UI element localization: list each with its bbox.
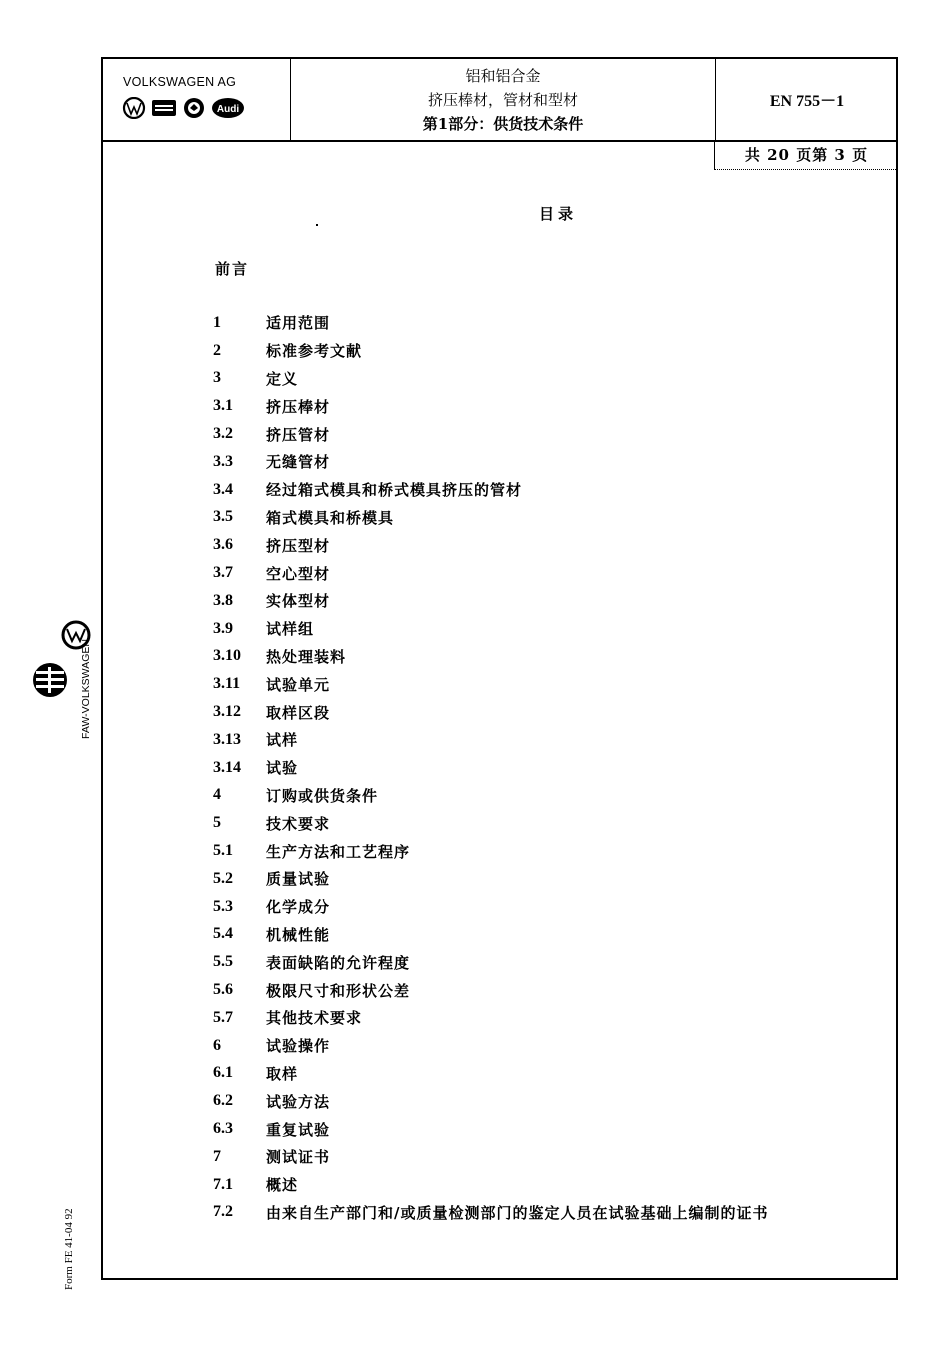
toc-entry xyxy=(213,1004,768,1032)
toc-entry-text: 定义 xyxy=(266,369,299,388)
toc-foreword: 前言 xyxy=(215,260,250,278)
toc-entry xyxy=(213,865,768,893)
toc-entry-number: 6 xyxy=(213,1036,221,1054)
toc-entry-number: 7 xyxy=(213,1147,221,1165)
toc-entry xyxy=(213,365,768,393)
seat-logo-icon xyxy=(151,97,177,119)
toc-entry-number: 4 xyxy=(213,786,221,804)
toc-entry-number: 3.8 xyxy=(213,591,233,609)
toc-entry-number: 1 xyxy=(213,313,221,331)
form-code: Form FE 41-04 92 xyxy=(63,1208,75,1290)
toc-entry xyxy=(213,448,768,476)
toc-entry-text: 试样 xyxy=(266,731,299,750)
toc-entry xyxy=(213,948,768,976)
dot-mark xyxy=(316,224,318,226)
toc-entry xyxy=(213,1060,768,1088)
toc-entry xyxy=(213,504,768,532)
toc-entry-number: 3.7 xyxy=(213,564,233,582)
toc-entry xyxy=(213,309,768,337)
title-line-1: 铝和铝合金 xyxy=(465,67,541,85)
toc-entry-number: 5 xyxy=(213,814,221,832)
toc-entry-text: 重复试验 xyxy=(266,1120,331,1139)
company-cell xyxy=(103,59,291,140)
toc-entry xyxy=(213,615,768,643)
vw-logo-icon xyxy=(121,97,147,119)
toc-entry-text: 挤压管材 xyxy=(266,425,331,444)
toc-entry-text: 试验操作 xyxy=(266,1037,331,1056)
toc-entry xyxy=(213,670,768,698)
company-name: VOLKSWAGEN AG xyxy=(123,75,237,89)
toc-entry-text: 表面缺陷的允许程度 xyxy=(266,953,411,972)
toc-entry-text: 试验方法 xyxy=(266,1092,331,1111)
document-frame xyxy=(101,57,898,1280)
document-header xyxy=(103,59,896,142)
toc-entry xyxy=(213,531,768,559)
toc-entry xyxy=(213,1115,768,1143)
toc-entry xyxy=(213,1032,768,1060)
page-count: 共 20 页第 3 页 xyxy=(714,140,898,170)
toc-entry xyxy=(213,559,768,587)
toc-entry-text: 技术要求 xyxy=(266,814,331,833)
toc-entry xyxy=(213,809,768,837)
toc-entry-text: 空心型材 xyxy=(266,564,331,583)
toc-entry-text: 其他技术要求 xyxy=(266,1009,363,1028)
toc-entry-number: 6.1 xyxy=(213,1064,233,1082)
toc-entry xyxy=(213,893,768,921)
toc-entry xyxy=(213,837,768,865)
toc-list xyxy=(213,309,768,1226)
toc-entry xyxy=(213,337,768,365)
toc-entry-number: 3.4 xyxy=(213,480,233,498)
toc-entry-text: 由来自生产部门和/或质量检测部门的鉴定人员在试验基础上编制的证书 xyxy=(266,1203,769,1222)
toc-entry-number: 3.9 xyxy=(213,619,233,637)
toc-entry xyxy=(213,698,768,726)
svg-text:Audi: Audi xyxy=(216,104,240,115)
brand-logos xyxy=(121,97,245,119)
toc-entry-number: 5.6 xyxy=(213,981,233,999)
toc-entry-text: 实体型材 xyxy=(266,592,331,611)
toc-entry xyxy=(213,392,768,420)
toc-entry xyxy=(213,643,768,671)
toc-entry-text: 试验单元 xyxy=(266,675,331,694)
toc-entry-number: 3.1 xyxy=(213,397,233,415)
toc-entry-text: 机械性能 xyxy=(266,925,331,944)
faw-volkswagen-mark xyxy=(28,605,98,745)
toc-entry-text: 取样 xyxy=(266,1064,299,1083)
toc-entry-text: 无缝管材 xyxy=(266,453,331,472)
toc-entry-number: 5.3 xyxy=(213,897,233,915)
toc-entry-number: 3.2 xyxy=(213,425,233,443)
toc-entry-text: 订购或供货条件 xyxy=(266,786,379,805)
toc-entry-number: 3.3 xyxy=(213,452,233,470)
toc-entry-number: 3.5 xyxy=(213,508,233,526)
toc-entry-number: 5.7 xyxy=(213,1008,233,1026)
toc-entry-text: 箱式模具和桥模具 xyxy=(266,508,395,527)
toc-entry-text: 经过箱式模具和桥式模具挤压的管材 xyxy=(266,481,523,500)
toc-entry-text: 极限尺寸和形状公差 xyxy=(266,981,411,1000)
document-number: EN 755－1 xyxy=(769,93,845,110)
toc-entry-number: 5.2 xyxy=(213,869,233,887)
toc-entry-text: 取样区段 xyxy=(266,703,331,722)
toc-entry-number: 3.10 xyxy=(213,647,241,665)
toc-entry-number: 3.6 xyxy=(213,536,233,554)
toc-entry-text: 适用范围 xyxy=(266,314,331,333)
toc-entry xyxy=(213,782,768,810)
title-line-3: 第1部分：供货技术条件 xyxy=(422,115,584,133)
toc-entry-text: 化学成分 xyxy=(266,898,331,917)
toc-entry-text: 质量试验 xyxy=(266,870,331,889)
toc-entry-number: 5.1 xyxy=(213,842,233,860)
toc-entry xyxy=(213,1087,768,1115)
skoda-logo-icon xyxy=(181,97,207,119)
toc-title: 目录 xyxy=(539,205,578,223)
toc-entry xyxy=(213,1199,768,1227)
toc-entry-number: 3.13 xyxy=(213,730,241,748)
toc-entry-text: 试验 xyxy=(266,759,299,778)
toc-entry-text: 试样组 xyxy=(266,620,315,639)
toc-entry-text: 挤压型材 xyxy=(266,536,331,555)
toc-entry xyxy=(213,976,768,1004)
toc-entry xyxy=(213,1171,768,1199)
toc-entry-text: 热处理装料 xyxy=(266,647,347,666)
faw-volkswagen-text: FAW-VOLKSWAGEN xyxy=(80,639,92,739)
toc-entry-number: 5.4 xyxy=(213,925,233,943)
toc-entry-text: 生产方法和工艺程序 xyxy=(266,842,411,861)
toc-entry-number: 6.3 xyxy=(213,1120,233,1137)
toc-entry-text: 挤压棒材 xyxy=(266,397,331,416)
toc-entry-text: 概述 xyxy=(266,1176,299,1195)
toc-entry xyxy=(213,420,768,448)
toc-entry-number: 3 xyxy=(213,369,221,387)
toc-entry-number: 3.12 xyxy=(213,703,241,721)
toc-entry-text: 标准参考文献 xyxy=(266,342,363,361)
toc-entry-number: 3.14 xyxy=(213,758,241,776)
title-line-2: 挤压棒材，管材和型材 xyxy=(427,91,578,109)
toc-entry xyxy=(213,726,768,754)
toc-entry-number: 7.1 xyxy=(213,1175,233,1193)
toc-entry xyxy=(213,921,768,949)
toc-entry xyxy=(213,476,768,504)
toc-entry xyxy=(213,1143,768,1171)
toc-entry-number: 6.2 xyxy=(213,1092,233,1110)
audi-logo-icon xyxy=(211,97,245,119)
document-title xyxy=(291,59,716,140)
toc-entry-number: 3.11 xyxy=(213,675,241,693)
toc-entry xyxy=(213,587,768,615)
toc-entry-text: 测试证书 xyxy=(266,1148,331,1167)
toc-entry-number: 7.2 xyxy=(213,1203,233,1221)
toc-entry-number: 5.5 xyxy=(213,953,233,971)
toc-entry xyxy=(213,754,768,782)
toc-entry-number: 2 xyxy=(213,341,221,359)
